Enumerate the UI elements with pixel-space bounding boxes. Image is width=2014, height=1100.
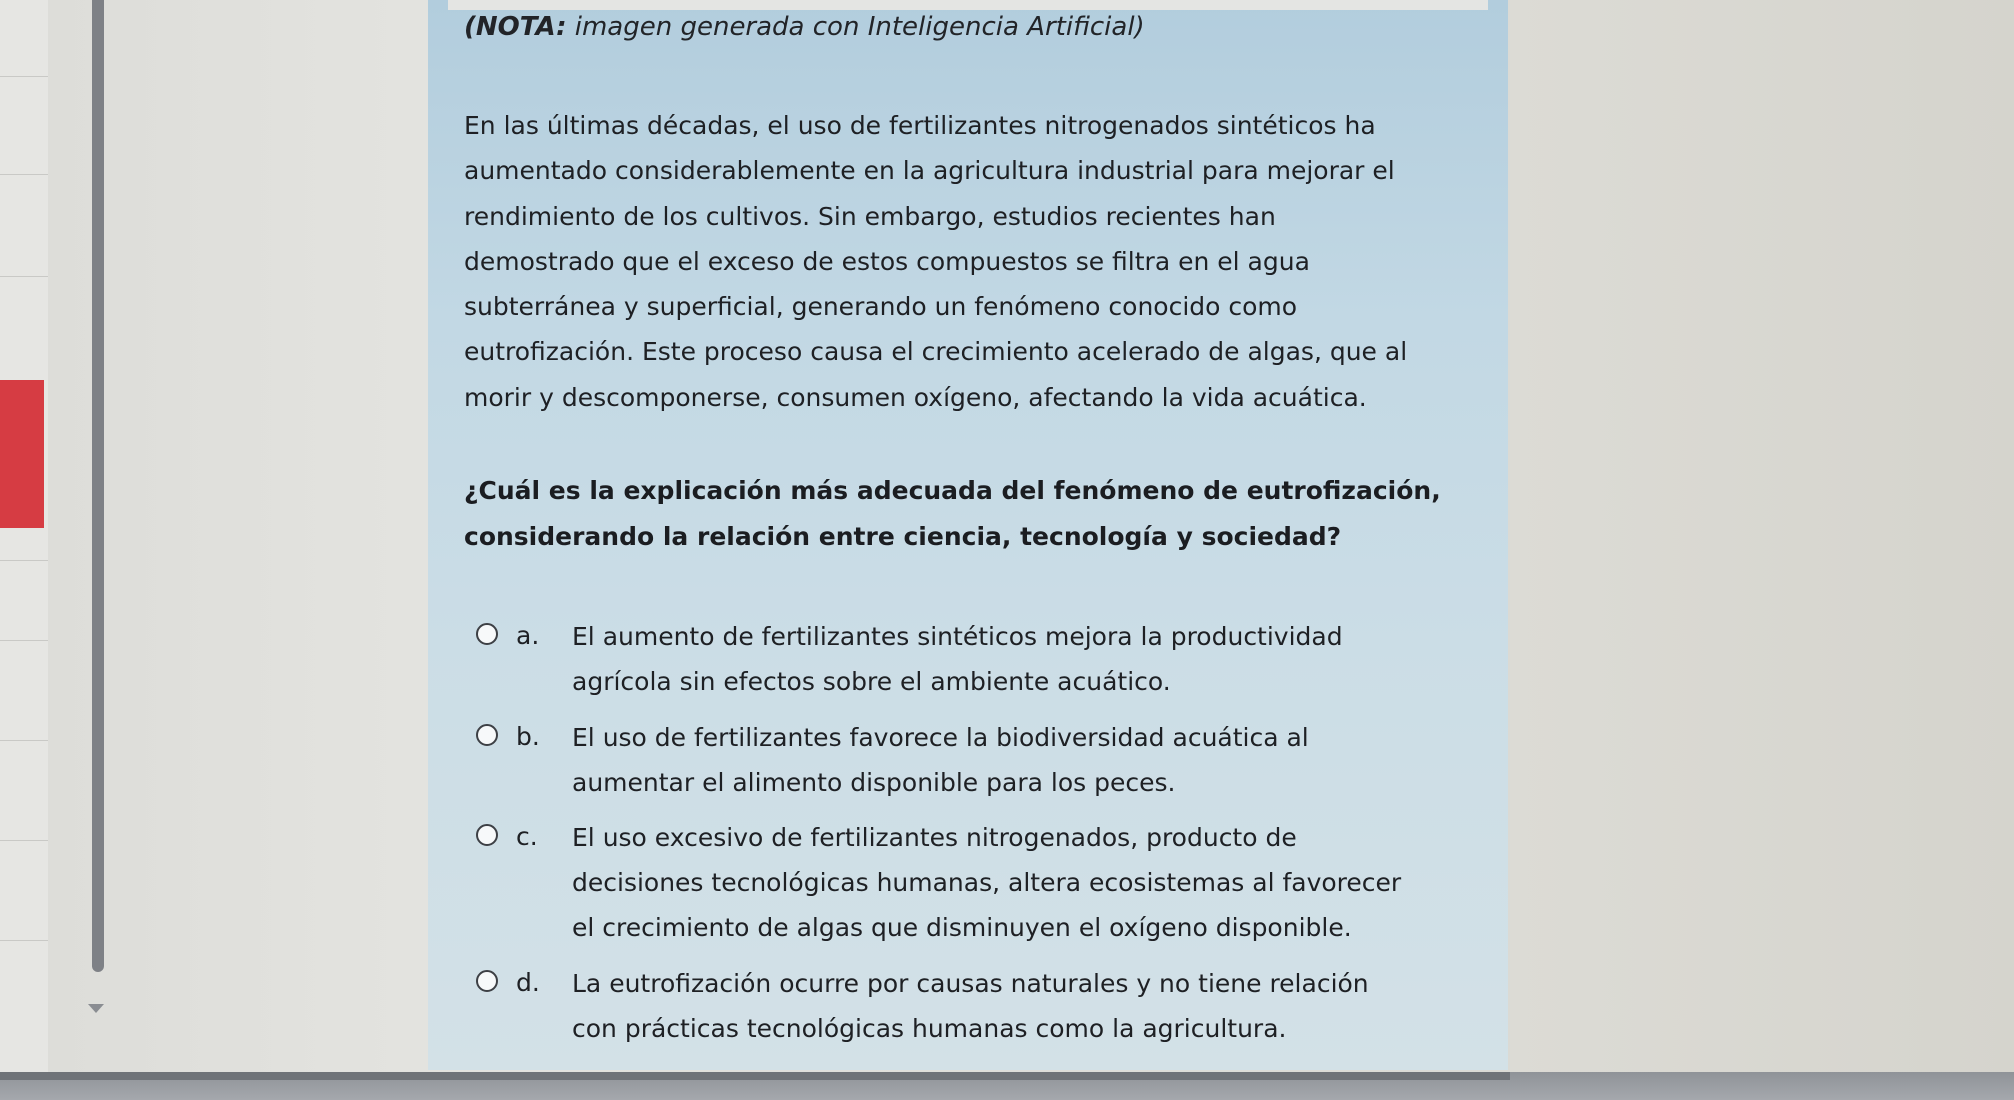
option-text[interactable]: [572, 815, 1512, 950]
right-panel: [1510, 0, 2014, 1080]
radio-button-a[interactable]: [476, 623, 498, 645]
drawer-divider: [0, 840, 48, 841]
option-line: con prácticas tecnológicas humanas como la agricultura.: [572, 1014, 1287, 1043]
radio-button-d[interactable]: [476, 970, 498, 992]
radio-button-c[interactable]: [476, 824, 498, 846]
question-passage: [464, 103, 1484, 420]
bottom-bar: [0, 1072, 2014, 1100]
option-letter: c.: [516, 822, 538, 851]
option-line: aumentar el alimento disponible para los peces.: [572, 768, 1176, 797]
radio-button-b[interactable]: [476, 724, 498, 746]
passage-line: demostrado que el exceso de estos compuestos se filtra en el agua: [464, 246, 1310, 276]
option-line: el crecimiento de algas que disminuyen el oxígeno disponible.: [572, 913, 1352, 942]
question-line: ¿Cuál es la explicación más adecuada del fenómeno de eutrofización,: [464, 476, 1441, 505]
drawer-scrollbar[interactable]: [92, 0, 104, 972]
option-text[interactable]: [572, 961, 1512, 1051]
drawer-divider: [0, 174, 48, 175]
chevron-down-icon[interactable]: [88, 1004, 104, 1013]
question-card: [428, 0, 1508, 1070]
passage-line: rendimiento de los cultivos. Sin embargo, estudios recientes han: [464, 201, 1276, 231]
drawer-divider: [0, 276, 48, 277]
option-letter: a.: [516, 621, 540, 650]
option-line: El uso de fertilizantes favorece la biodiversidad acuática al: [572, 723, 1309, 752]
current-question-marker[interactable]: [0, 380, 44, 528]
card-top-strip: [448, 0, 1488, 10]
drawer-divider: [0, 76, 48, 77]
question-prompt: [464, 468, 1494, 560]
drawer-divider: [0, 640, 48, 641]
drawer-divider: [0, 560, 48, 561]
note-text: imagen generada con Inteligencia Artificial): [566, 12, 1145, 42]
note-prefix: (NOTA:: [464, 12, 567, 42]
left-drawer: [0, 0, 48, 1080]
passage-line: morir y descomponerse, consumen oxígeno, afectando la vida acuática.: [464, 382, 1367, 412]
option-line: decisiones tecnológicas humanas, altera ecosistemas al favorecer: [572, 868, 1402, 897]
ai-image-note: [464, 12, 1145, 42]
option-letter: d.: [516, 968, 540, 997]
question-line: considerando la relación entre ciencia, tecnología y sociedad?: [464, 522, 1342, 551]
option-letter: b.: [516, 722, 540, 751]
option-line: El aumento de fertilizantes sintéticos mejora la productividad: [572, 622, 1343, 651]
passage-line: En las últimas décadas, el uso de fertilizantes nitrogenados sintéticos ha: [464, 111, 1376, 140]
passage-line: subterránea y superficial, generando un fenómeno conocido como: [464, 292, 1298, 322]
drawer-divider: [0, 740, 48, 741]
passage-line: aumentado considerablemente en la agricultura industrial para mejorar el: [464, 156, 1395, 186]
drawer-divider: [0, 940, 48, 941]
option-line: agrícola sin efectos sobre el ambiente acuático.: [572, 667, 1171, 696]
bottom-bar-edge: [0, 1072, 1510, 1080]
option-text[interactable]: [572, 614, 1512, 704]
option-text[interactable]: [572, 715, 1512, 805]
option-line: El uso excesivo de fertilizantes nitrogenados, producto de: [572, 823, 1297, 852]
passage-line: eutrofización. Este proceso causa el crecimiento acelerado de algas, que al: [464, 337, 1408, 367]
option-line: La eutrofización ocurre por causas naturales y no tiene relación: [572, 969, 1369, 998]
